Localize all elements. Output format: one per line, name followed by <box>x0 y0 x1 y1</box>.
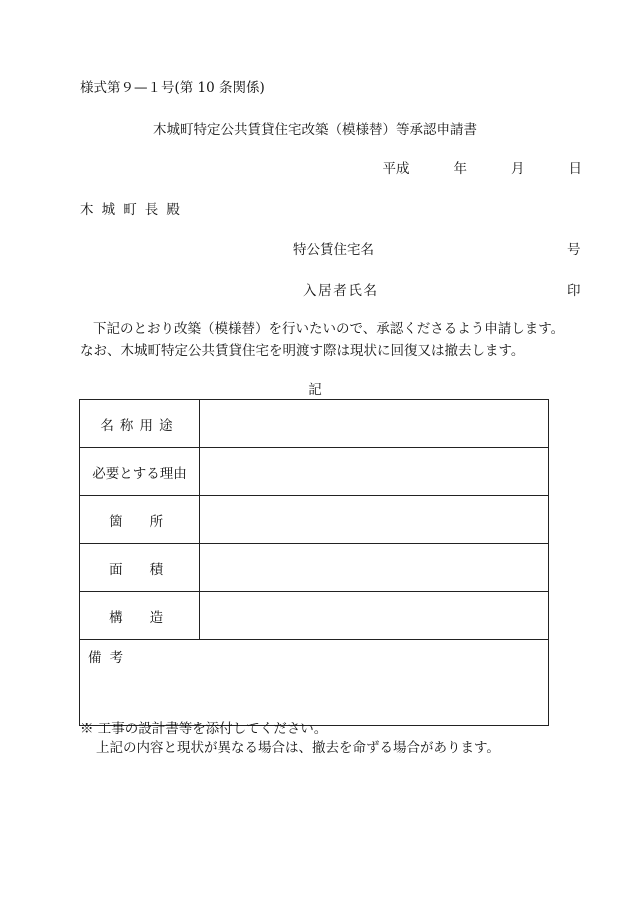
row-label-structure <box>80 592 200 640</box>
table-row <box>80 448 549 496</box>
row-value-name-usage <box>200 400 549 448</box>
row-label-location <box>80 496 200 544</box>
row-label-text: 構 造 <box>109 609 170 626</box>
addressee: 木城町長殿 <box>80 202 188 218</box>
row-label-name-usage <box>80 400 200 448</box>
row-label-reason <box>80 448 200 496</box>
row-label-text: 名称用途 <box>100 417 179 434</box>
date-year: 年 <box>453 161 467 177</box>
row-value-area <box>200 544 549 592</box>
table-row <box>80 544 549 592</box>
date-era: 平成 <box>382 161 410 177</box>
row-value-location <box>200 496 549 544</box>
note-attachment: ※ 工事の設計書等を添付してください。 <box>80 721 328 737</box>
body-text-line-2: なお、木城町特定公共賃貸住宅を明渡す際は現状に回復又は撤去します。 <box>80 343 525 359</box>
form-number: 様式第９—１号(第 10 条関係) <box>80 80 265 96</box>
remarks-row <box>80 640 549 726</box>
row-label-text: 必要とする理由 <box>92 465 187 482</box>
row-value-reason <box>200 448 549 496</box>
table-row <box>80 496 549 544</box>
table-row <box>80 592 549 640</box>
remarks-label: 備考 <box>80 640 549 726</box>
detail-table <box>79 399 549 726</box>
resident-seal-mark: 印 <box>567 283 581 299</box>
body-text-line-1: 下記のとおり改築（模様替）を行いたいので、承認くださるよう申請します。 <box>93 321 565 337</box>
row-value-structure <box>200 592 549 640</box>
row-label-text: 面 積 <box>109 561 170 578</box>
date-line <box>383 163 583 177</box>
document-title: 木城町特定公共賃貸住宅改築（模様替）等承認申請書 <box>153 122 477 138</box>
housing-name-suffix: 号 <box>567 242 581 258</box>
row-label-text: 箇 所 <box>109 513 170 530</box>
row-label-area <box>80 544 200 592</box>
table-row <box>80 400 549 448</box>
housing-name-label: 特公賃住宅名 <box>293 242 374 258</box>
date-month: 月 <box>511 161 525 177</box>
note-removal: 上記の内容と現状が異なる場合は、撤去を命ずる場合があります。 <box>96 740 500 756</box>
resident-name-label: 入居者氏名 <box>303 283 379 299</box>
date-day: 日 <box>568 161 582 177</box>
ki-heading: 記 <box>308 382 322 398</box>
